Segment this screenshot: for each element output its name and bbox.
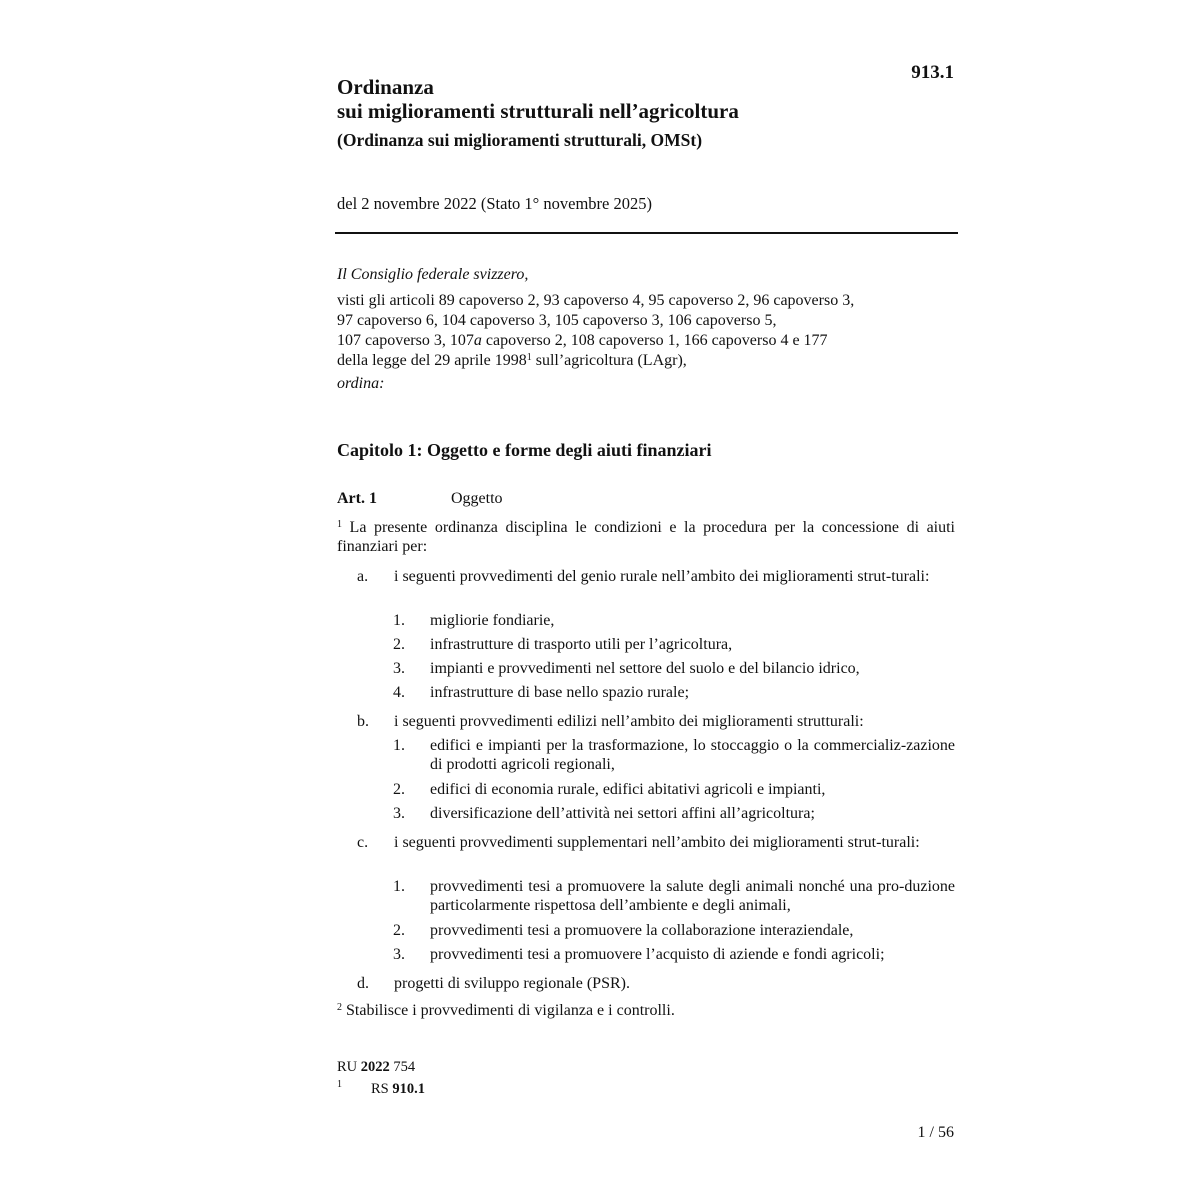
list-item: 1. edifici e impianti per la trasformazione, lo stoccaggio o la commercializ-zazione di prodotti agricoli regionali, [393, 737, 955, 773]
divider [335, 232, 958, 234]
list-item: a. i seguenti provvedimenti del genio rurale nell’ambito dei miglioramenti strut-turali: [357, 568, 930, 585]
preamble-line-2: 97 capoverso 6, 104 capoverso 3, 105 capoverso 3, 106 capoverso 5, [337, 312, 777, 329]
paragraph-1: $^1$ La presente ordinanza disciplina le condizioni e la procedura per la concessione di aiuti finanziari per: [337, 519, 955, 555]
preamble [337, 265, 854, 394]
list-item: 2. provvedimenti tesi a promuovere la collaborazione interaziendale, [393, 922, 854, 939]
list-item: 3. impianti e provvedimenti nel settore del suolo e del bilancio idrico, [393, 660, 860, 677]
ru-reference: RU 2022 754 [337, 1059, 416, 1075]
list-item: 3. diversificazione dell’attività nei settori affini all’agricoltura; [393, 805, 815, 822]
paragraph-2: $^2$ Stabilisce i provvedimenti di vigilanza e i controlli. [337, 1002, 675, 1019]
chapter-heading: Capitolo 1: Oggetto e forme degli aiuti finanziari [337, 440, 712, 460]
title-line-1: Ordinanza [337, 75, 434, 99]
authority: Il Consiglio federale svizzero, [337, 266, 529, 283]
list-item: d. progetti di sviluppo regionale (PSR). [357, 975, 630, 992]
list-item: b. i seguenti provvedimenti edilizi nell’ambito dei miglioramenti strutturali: [357, 713, 864, 730]
ordains: ordina: [337, 375, 385, 392]
list-item: 3. provvedimenti tesi a promuovere l’acquisto di aziende e fondi agricoli; [393, 946, 885, 963]
list-item: 2. infrastrutture di trasporto utili per l’agricoltura, [393, 636, 733, 653]
list-item: 2. edifici di economia rurale, edifici abitativi agricoli e impianti, [393, 781, 826, 798]
preamble-line-1: visti gli articoli 89 capoverso 2, 93 capoverso 4, 95 capoverso 2, 96 capoverso 3, [337, 292, 855, 309]
list-item: 1. provvedimenti tesi a promuovere la salute degli animali nonché una pro-duzione particolarmente rispettosa dell’ambiente e degli animali, [393, 878, 955, 914]
footnote-number: 1 [337, 1079, 342, 1090]
preamble-line-4: della legge del 29 aprile 1998$^1$ sull’agricoltura (LAgr), [337, 352, 687, 369]
footnote-ref[interactable]: 1 [526, 352, 532, 363]
article-heading: Art. 1 Oggetto [337, 490, 503, 507]
date-line: del 2 novembre 2022 (Stato 1° novembre 2025) [337, 194, 652, 213]
footnote: 1 RS 910.1 [337, 1079, 425, 1097]
title-line-2: sui miglioramenti strutturali nell’agricoltura [337, 99, 739, 123]
list-item: 1. migliorie fondiarie, [393, 612, 555, 629]
page-title [337, 75, 739, 123]
page-number: 1 / 56 [917, 1124, 954, 1141]
preamble-line-3: 107 capoverso 3, 107a capoverso 2, 108 capoverso 1, 166 capoverso 4 e 177 [337, 332, 828, 349]
subtitle: (Ordinanza sui miglioramenti strutturali, OMSt) [337, 130, 703, 150]
sr-number: 913.1 [911, 62, 954, 83]
list-item: 4. infrastrutture di base nello spazio rurale; [393, 684, 690, 701]
list-item: c. i seguenti provvedimenti supplementari nell’ambito dei miglioramenti strut-turali: [357, 834, 920, 851]
